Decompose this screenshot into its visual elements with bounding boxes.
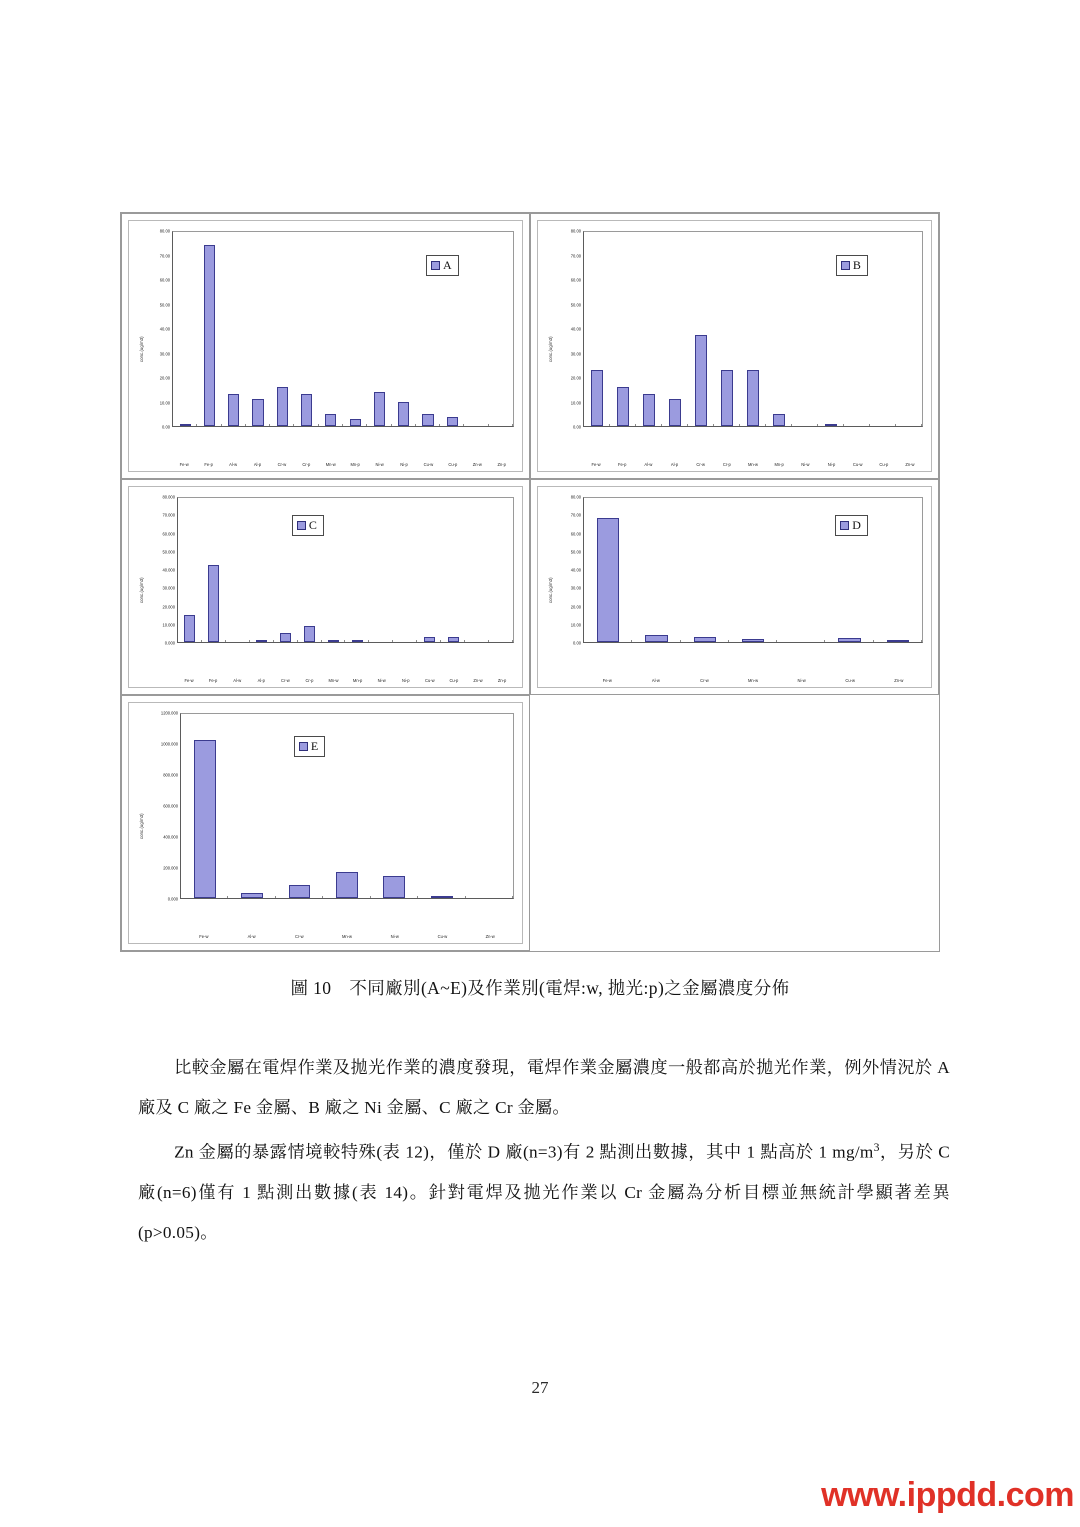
legend-swatch-icon bbox=[841, 261, 850, 270]
y-axis-tick-label: 0.000 bbox=[167, 896, 178, 902]
x-axis-tick-label: Fe-w bbox=[184, 678, 194, 683]
y-axis-ticks bbox=[555, 228, 583, 430]
bar-slot bbox=[323, 714, 370, 898]
x-axis-tick-label: Cu-p bbox=[879, 462, 889, 467]
x-axis-spacer bbox=[146, 932, 180, 939]
y-axis-tick-label: 20.00 bbox=[159, 375, 170, 381]
y-axis-tick-label: 20.00 bbox=[570, 604, 581, 609]
y-axis-tick-label: 80.000 bbox=[162, 494, 175, 500]
x-axis-spacer bbox=[555, 460, 583, 467]
bar-slot bbox=[465, 498, 489, 642]
y-axis-tick-label: 40.00 bbox=[570, 567, 581, 573]
bar-slot bbox=[417, 498, 441, 642]
chart-c bbox=[129, 487, 522, 687]
x-axis-tick-label: Cr-p bbox=[722, 462, 731, 467]
x-axis-tick-label: Zn-w bbox=[905, 462, 915, 467]
y-axis-tick-label: 70.00 bbox=[159, 253, 170, 258]
x-axis-tick-label: Fe-w bbox=[199, 934, 209, 939]
y-axis-tick-label: 80.00 bbox=[159, 228, 170, 234]
x-axis-tick-label: Cu-w bbox=[845, 678, 855, 683]
legend-swatch-icon bbox=[299, 742, 308, 751]
bar-slot bbox=[584, 232, 610, 426]
chart-a bbox=[129, 221, 522, 471]
bar-series bbox=[584, 232, 922, 426]
x-axis-tick-label: Cr-p bbox=[305, 678, 314, 683]
figure-cell-c bbox=[121, 479, 530, 695]
y-axis-tick-label: 80.00 bbox=[570, 228, 581, 234]
bar bbox=[383, 876, 405, 898]
paragraph-2-superscript: 3 bbox=[873, 1141, 880, 1154]
chart-legend-e bbox=[294, 736, 325, 757]
plot-row bbox=[555, 228, 923, 460]
page-number: 27 bbox=[531, 1378, 549, 1397]
x-axis-tick-label: Cu-w bbox=[425, 678, 435, 683]
x-axis-tick-label: Fe-w bbox=[591, 462, 601, 467]
bar-slot bbox=[466, 714, 513, 898]
body-text bbox=[138, 1048, 950, 1253]
x-axis-tick-marks bbox=[584, 424, 922, 426]
bar-slot bbox=[246, 232, 270, 426]
bar bbox=[208, 565, 219, 642]
legend-swatch-icon bbox=[840, 521, 849, 530]
x-axis-labels-row bbox=[146, 676, 514, 683]
bar bbox=[695, 335, 707, 426]
legend-label: A bbox=[442, 258, 452, 273]
x-axis-labels bbox=[180, 932, 514, 939]
bar-slot bbox=[681, 498, 729, 642]
chart-box-e bbox=[128, 702, 523, 944]
legend-label: E bbox=[310, 739, 319, 754]
bar-slot bbox=[226, 498, 250, 642]
x-axis-spacer bbox=[146, 460, 172, 467]
x-axis-tick-marks bbox=[181, 896, 513, 898]
bar bbox=[228, 394, 239, 426]
axis-wrapper bbox=[555, 494, 923, 683]
chart-box-b bbox=[537, 220, 932, 472]
x-axis-tick-label: Zn-w bbox=[472, 462, 482, 467]
chart-box-d bbox=[537, 486, 932, 688]
bar-slot bbox=[222, 232, 246, 426]
bar-slot bbox=[250, 498, 274, 642]
x-axis-tick-label: Mn-p bbox=[352, 678, 363, 683]
bar bbox=[194, 740, 216, 898]
bar-slot bbox=[319, 232, 343, 426]
bar-slot bbox=[688, 232, 714, 426]
chart-legend-a bbox=[426, 255, 459, 276]
bar-slot bbox=[874, 498, 922, 642]
legend-label: B bbox=[852, 258, 861, 273]
y-axis-tick-label: 800.000 bbox=[163, 772, 178, 778]
x-axis-tick-label: Ni-p bbox=[400, 462, 408, 467]
chart-e bbox=[129, 703, 522, 943]
y-axis-tick-label: 0.00 bbox=[573, 424, 581, 430]
x-axis-spacer bbox=[555, 676, 583, 683]
y-axis-tick-label: 50.00 bbox=[570, 549, 581, 555]
bar-slot bbox=[178, 498, 202, 642]
bar-slot bbox=[729, 498, 777, 642]
chart-legend-b bbox=[836, 255, 868, 276]
bar-slot bbox=[343, 232, 367, 426]
figure-cell-a bbox=[121, 213, 530, 479]
x-axis-labels bbox=[172, 460, 514, 467]
x-axis-tick-label: Ni-p bbox=[827, 462, 836, 467]
figure-cell-empty bbox=[530, 695, 939, 951]
x-axis-tick-label: Fe-w bbox=[602, 678, 612, 683]
bar-slot bbox=[777, 498, 825, 642]
bar-slot bbox=[610, 232, 636, 426]
x-axis-tick-label: Zn-w bbox=[473, 678, 483, 683]
x-axis-tick-label: Ni-w bbox=[390, 934, 399, 939]
bar-slot bbox=[441, 498, 465, 642]
bar-slot bbox=[714, 232, 740, 426]
x-axis-spacer bbox=[146, 676, 177, 683]
y-axis-tick-label: 600.000 bbox=[163, 803, 178, 809]
bar-slot bbox=[489, 232, 513, 426]
bar-slot bbox=[367, 232, 391, 426]
x-axis-labels-row bbox=[146, 460, 514, 467]
bar-slot bbox=[369, 498, 393, 642]
x-axis-tick-label: Cu-p bbox=[449, 678, 459, 683]
x-axis-tick-label: Mn-w bbox=[328, 678, 339, 683]
x-axis-tick-label: Cr-w bbox=[277, 462, 287, 467]
figure-row-1 bbox=[121, 213, 939, 479]
y-axis-tick-label: 200.000 bbox=[163, 865, 178, 871]
x-axis-tick-label: Mn-w bbox=[342, 934, 353, 939]
y-axis-tick-label: 70.00 bbox=[570, 512, 581, 518]
bar-slot bbox=[766, 232, 792, 426]
x-axis-labels-row bbox=[555, 460, 923, 467]
bar-slot bbox=[792, 232, 818, 426]
x-axis-tick-label: Ni-w bbox=[377, 678, 386, 683]
x-axis-tick-label: Ni-p bbox=[401, 678, 410, 683]
bar-slot bbox=[896, 232, 922, 426]
bar-slot bbox=[392, 232, 416, 426]
x-axis-tick-label: Fe-w bbox=[179, 462, 189, 467]
y-axis-tick-label: 10.00 bbox=[159, 400, 170, 405]
plot-area bbox=[177, 497, 514, 643]
x-axis-tick-label: Al-w bbox=[651, 678, 660, 683]
legend-label: C bbox=[308, 518, 317, 533]
bar bbox=[669, 399, 681, 426]
y-axis-tick-label: 50.00 bbox=[570, 302, 581, 307]
x-axis-tick-marks bbox=[173, 424, 513, 426]
y-axis-tick-label: 20.000 bbox=[162, 604, 175, 609]
bar-slot bbox=[371, 714, 418, 898]
y-axis-tick-label: 70.00 bbox=[570, 253, 581, 258]
x-axis-tick-label: Cu-w bbox=[437, 934, 448, 939]
x-axis-tick-label: Cr-w bbox=[294, 934, 304, 939]
bar bbox=[747, 370, 759, 426]
bar bbox=[721, 370, 733, 426]
x-axis-tick-label: Al-p bbox=[670, 462, 679, 467]
bar-slot bbox=[632, 498, 680, 642]
y-axis-tick-label: 60.00 bbox=[159, 277, 170, 283]
x-axis-tick-label: Mn-p bbox=[774, 462, 784, 467]
plot-row bbox=[146, 494, 514, 676]
bar bbox=[643, 394, 655, 426]
y-axis-tick-label: 60.000 bbox=[162, 531, 175, 536]
bar-slot bbox=[418, 714, 465, 898]
paragraph-2 bbox=[138, 1128, 950, 1253]
x-axis-tick-marks bbox=[584, 640, 922, 642]
x-axis-tick-label: Fe-p bbox=[208, 678, 218, 683]
bar bbox=[597, 518, 619, 642]
paragraph-1: 比較金屬在電焊作業及拋光作業的濃度發現，電焊作業金屬濃度一般都高於拋光作業，例外情況於 A 廠及 C 廠之 Fe 金屬、B 廠之 Ni 金屬、C 廠之 Cr 金屬。 bbox=[138, 1058, 950, 1117]
bar-slot bbox=[662, 232, 688, 426]
x-axis-tick-label: Ni-w bbox=[801, 462, 810, 467]
y-axis-tick-label: 400.000 bbox=[163, 834, 178, 840]
y-axis-tick-label: 70.000 bbox=[162, 512, 175, 518]
bar-series bbox=[584, 498, 922, 642]
chart-box-c bbox=[128, 486, 523, 688]
y-axis-tick-label: 10.000 bbox=[162, 622, 175, 628]
y-axis-tick-label: 30.00 bbox=[570, 585, 581, 591]
figure-row-3 bbox=[121, 695, 939, 951]
x-axis-tick-label: Cr-w bbox=[696, 462, 706, 467]
x-axis-labels bbox=[583, 676, 923, 683]
y-axis-tick-label: 40.00 bbox=[570, 326, 581, 332]
x-axis-tick-label: Al-w bbox=[233, 678, 242, 683]
x-axis-tick-label: Cr-w bbox=[281, 678, 290, 683]
bar bbox=[617, 387, 629, 426]
x-axis-tick-label: Zn-w bbox=[485, 934, 495, 939]
bar-slot bbox=[870, 232, 896, 426]
bar-series bbox=[181, 714, 513, 898]
x-axis-tick-label: Al-w bbox=[229, 462, 238, 467]
y-axis-tick-label: 50.00 bbox=[159, 302, 170, 307]
y-axis-tick-label: 20.00 bbox=[570, 375, 581, 381]
y-axis-tick-label: 50.000 bbox=[162, 549, 175, 555]
x-axis-tick-label: Al-w bbox=[644, 462, 653, 467]
x-axis-labels-row bbox=[555, 676, 923, 683]
x-axis-tick-label: Cr-p bbox=[302, 462, 311, 467]
plot-area bbox=[172, 231, 514, 427]
x-axis-tick-label: Zn-w bbox=[894, 678, 904, 683]
bar-slot bbox=[740, 232, 766, 426]
plot-row bbox=[146, 228, 514, 460]
bar-series bbox=[173, 232, 513, 426]
y-axis-tick-label: 80.00 bbox=[570, 494, 581, 500]
figure-row-2 bbox=[121, 479, 939, 695]
y-axis-ticks bbox=[146, 228, 172, 430]
x-axis-tick-label: Cu-w bbox=[852, 462, 863, 467]
y-axis-tick-label: 10.00 bbox=[570, 400, 581, 405]
bar-slot bbox=[393, 498, 417, 642]
y-axis-tick-label: 10.00 bbox=[570, 622, 581, 628]
x-axis-tick-label: Ni-w bbox=[375, 462, 384, 467]
axis-wrapper bbox=[146, 710, 514, 939]
bar-slot bbox=[202, 498, 226, 642]
bar-slot bbox=[322, 498, 346, 642]
bar bbox=[591, 370, 603, 426]
y-axis-ticks bbox=[146, 494, 177, 646]
bar-slot bbox=[294, 232, 318, 426]
y-axis-tick-label: 0.00 bbox=[573, 640, 581, 646]
x-axis-tick-label: Zn-p bbox=[497, 462, 506, 467]
x-axis-tick-label: Cu-p bbox=[448, 462, 458, 467]
axis-wrapper bbox=[146, 228, 514, 467]
y-axis-tick-label: 0.00 bbox=[162, 424, 170, 430]
y-axis-tick-label: 30.000 bbox=[162, 585, 175, 591]
bar-slot bbox=[181, 714, 228, 898]
bar-slot bbox=[270, 232, 294, 426]
bar-slot bbox=[345, 498, 369, 642]
x-axis-tick-label: Mn-p bbox=[350, 462, 360, 467]
y-axis-title: conc.(ug/m3) bbox=[548, 336, 553, 362]
figure-cell-d bbox=[530, 479, 939, 695]
y-axis-tick-label: 40.000 bbox=[162, 567, 175, 573]
y-axis-tick-label: 0.000 bbox=[164, 640, 175, 646]
x-axis-tick-label: Al-p bbox=[253, 462, 262, 467]
plot-row bbox=[146, 710, 514, 932]
x-axis-tick-label: Ni-w bbox=[797, 678, 806, 683]
x-axis-tick-label: Mn-w bbox=[748, 462, 759, 467]
chart-legend-c bbox=[292, 515, 324, 536]
paragraph-2-part-1: Zn 金屬的暴露情境較特殊(表 12)，僅於 D 廠(n=3)有 2 點測出數據，其中 1 點高於 1 mg/m bbox=[174, 1142, 874, 1162]
figure-cell-b bbox=[530, 213, 939, 479]
plot-row bbox=[555, 494, 923, 676]
x-axis-tick-label: Al-p bbox=[257, 678, 265, 683]
plot-area bbox=[583, 231, 923, 427]
y-axis-tick-label: 1000.000 bbox=[160, 741, 178, 747]
y-axis-title: conc.(ug/m3) bbox=[548, 577, 553, 603]
plot-area bbox=[180, 713, 514, 899]
x-axis-tick-label: Mn-w bbox=[325, 462, 336, 467]
bar bbox=[277, 387, 288, 426]
x-axis-tick-label: Fe-p bbox=[618, 462, 627, 467]
x-axis-tick-label: Cu-w bbox=[423, 462, 434, 467]
y-axis-tick-label: 60.00 bbox=[570, 277, 581, 283]
x-axis-labels bbox=[583, 460, 923, 467]
bar-series bbox=[178, 498, 513, 642]
y-axis-tick-label: 1200.000 bbox=[160, 710, 178, 716]
axis-wrapper bbox=[555, 228, 923, 467]
figure-caption: 圖 10 不同廠別(A~E)及作業別(電焊:w, 拋光:p)之金屬濃度分佈 bbox=[290, 978, 790, 998]
y-axis-title: conc.(ug/m3) bbox=[139, 336, 144, 362]
plot-area bbox=[583, 497, 923, 643]
legend-swatch-icon bbox=[431, 261, 440, 270]
x-axis-tick-label: Al-w bbox=[247, 934, 256, 939]
y-axis-title: conc.(ug/m3) bbox=[139, 577, 144, 603]
legend-label: D bbox=[852, 518, 861, 533]
bar-slot bbox=[197, 232, 221, 426]
y-axis-ticks bbox=[555, 494, 583, 646]
bar bbox=[398, 402, 409, 427]
y-axis-tick-label: 60.00 bbox=[570, 531, 581, 536]
y-axis-tick-label: 30.00 bbox=[159, 351, 170, 356]
bar bbox=[252, 399, 263, 426]
chart-box-a bbox=[128, 220, 523, 472]
y-axis-title: conc.(ug/m3) bbox=[139, 813, 144, 839]
bar bbox=[204, 245, 215, 426]
figure-cell-e bbox=[121, 695, 530, 951]
paragraph-2-part-2: ，另於 C 廠(n=6)僅有 1 點測出數據(表 14)。針對電焊及拋光作業以 Cr 金屬為分析目標並無統計學顯著差異(p>0.05)。 bbox=[138, 1142, 950, 1242]
figure-table bbox=[120, 212, 940, 952]
bar-slot bbox=[173, 232, 197, 426]
x-axis-labels bbox=[177, 676, 514, 683]
bar-slot bbox=[489, 498, 513, 642]
bar bbox=[184, 615, 195, 642]
bar bbox=[374, 392, 385, 426]
x-axis-tick-label: Fe-p bbox=[204, 462, 213, 467]
legend-swatch-icon bbox=[297, 521, 306, 530]
x-axis-labels-row bbox=[146, 932, 514, 939]
chart-legend-d bbox=[835, 515, 868, 536]
bar bbox=[336, 872, 358, 898]
bar-slot bbox=[228, 714, 275, 898]
x-axis-tick-marks bbox=[178, 640, 513, 642]
bar bbox=[301, 394, 312, 426]
y-axis-tick-label: 30.00 bbox=[570, 351, 581, 356]
y-axis-tick-label: 40.00 bbox=[159, 326, 170, 332]
bar-slot bbox=[636, 232, 662, 426]
chart-b bbox=[538, 221, 931, 471]
bar-slot bbox=[584, 498, 632, 642]
y-axis-ticks bbox=[146, 710, 180, 902]
bar-slot bbox=[464, 232, 488, 426]
x-axis-tick-label: Mn-w bbox=[748, 678, 759, 683]
chart-d bbox=[538, 487, 931, 687]
x-axis-tick-label: Zn-p bbox=[497, 678, 507, 683]
watermark: www.ippdd.com bbox=[821, 1476, 1074, 1514]
axis-wrapper bbox=[146, 494, 514, 683]
x-axis-tick-label: Cr-w bbox=[700, 678, 709, 683]
